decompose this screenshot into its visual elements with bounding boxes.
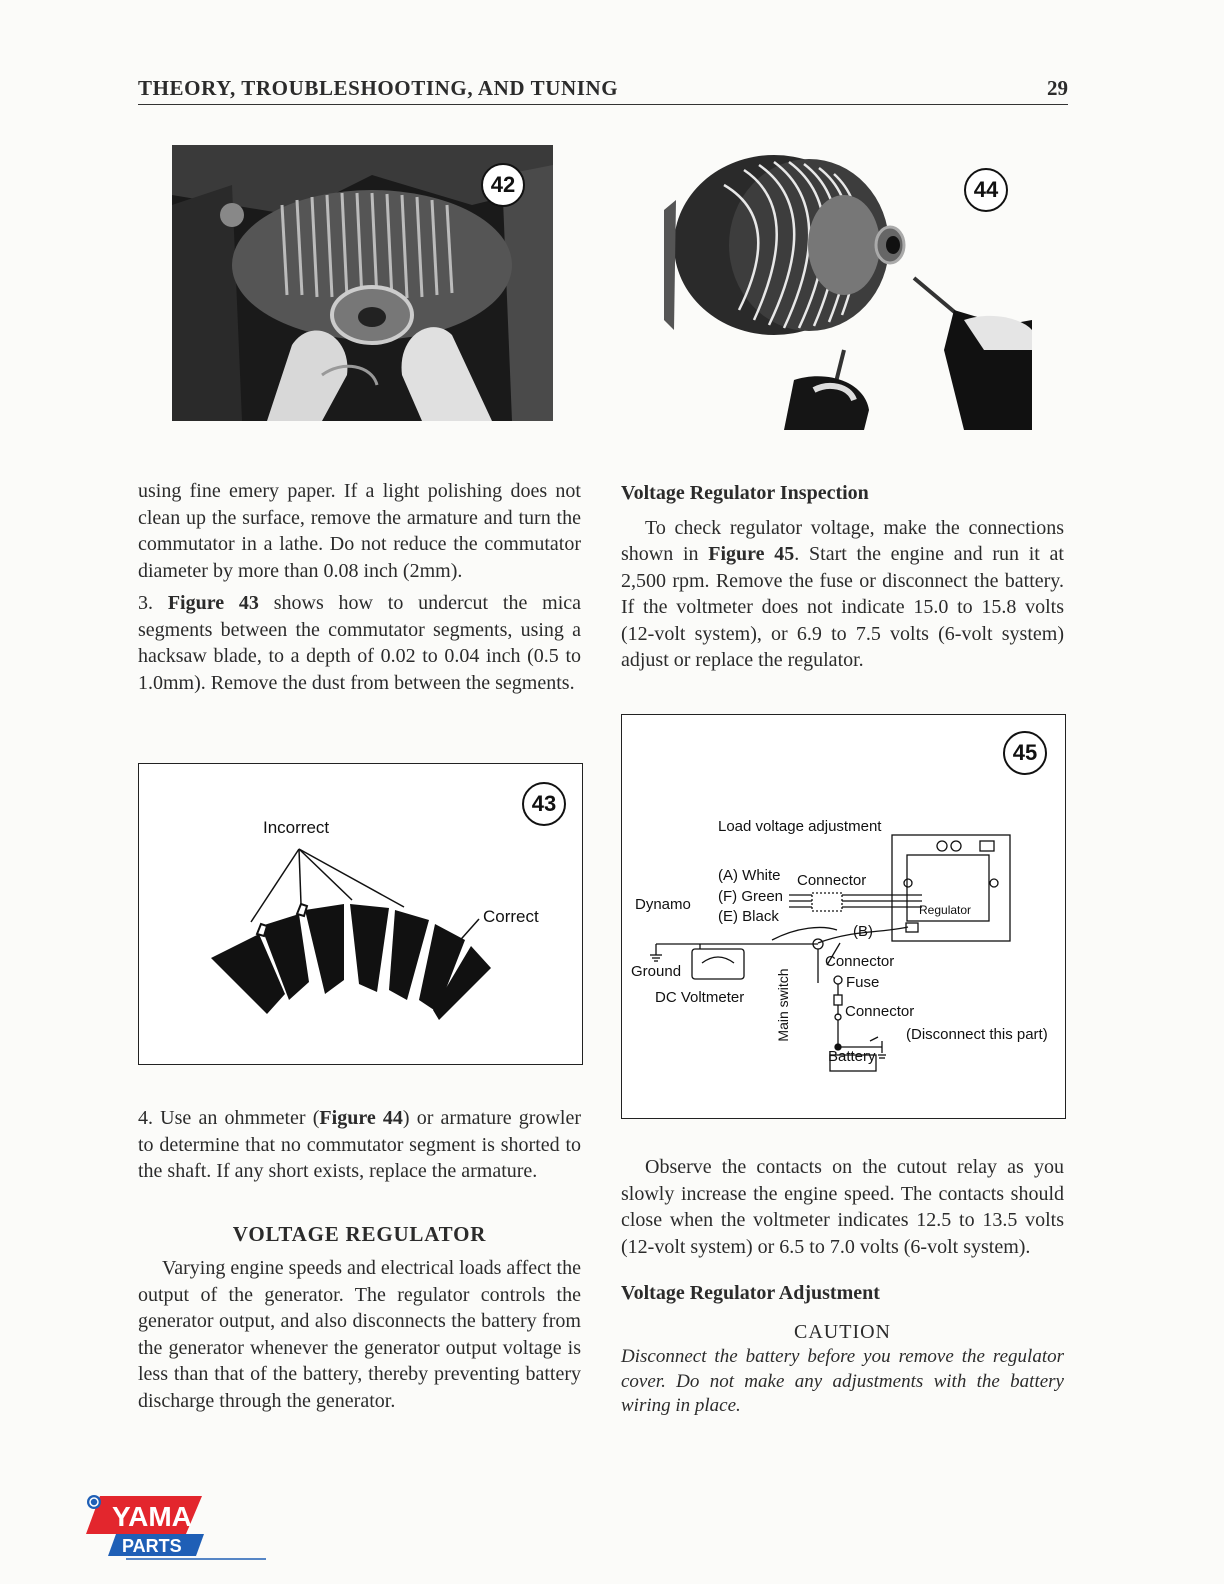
- logo-top-text: YAMA: [112, 1501, 192, 1532]
- figure-44-number: 44: [964, 168, 1008, 212]
- figure-43-number: 43: [522, 782, 566, 826]
- page-header: [138, 72, 1068, 105]
- paragraph-step-4: [138, 1105, 581, 1185]
- label-green-wire: (F) Green: [718, 888, 784, 905]
- label-disconnect: (Disconnect this part): [906, 1026, 1048, 1043]
- figure-44-photo: [664, 150, 1032, 430]
- label-black-wire: (E) Black: [718, 908, 779, 925]
- paragraph-step-3: [138, 590, 581, 696]
- label-incorrect: Incorrect: [263, 818, 330, 837]
- label-correct: Correct: [483, 907, 539, 926]
- heading-inspection: Voltage Regulator Inspection: [621, 482, 869, 504]
- label-b-terminal: (B): [853, 923, 873, 940]
- figure-45-box: [621, 714, 1066, 1119]
- label-ground: Ground: [631, 963, 682, 980]
- left-column-top: [138, 478, 581, 696]
- label-connector-low: Connector: [845, 1003, 915, 1020]
- left-column-bottom: [138, 1105, 581, 1414]
- label-connector-mid: Connector: [825, 953, 895, 970]
- paragraph-inspection: [621, 515, 1064, 674]
- figure-43-ref: Figure 43: [167, 592, 259, 614]
- logo-graphic: [86, 1494, 271, 1560]
- label-battery: Battery: [828, 1048, 876, 1065]
- paragraph-emery: using fine emery paper. If a light polishing does not clean up the surface, remove the armature and turn the commutator in a lathe. Do not reduce the commutator diameter by more than 0.08 inch (2mm).: [138, 480, 581, 582]
- figure-42-photo: [172, 145, 553, 421]
- label-regulator: Regulator: [919, 903, 972, 917]
- label-connector-top: Connector: [797, 872, 867, 889]
- yamaparts-logo: [86, 1494, 271, 1560]
- step-3-text: shows how to undercut the mica segments between the commutator segments, using a hacksaw blade, to a depth of 0.02 to 0.04 inch (0.5 to 1.0mm). Remove the dust from between the segments.: [138, 592, 582, 694]
- label-main-switch: Main switch: [775, 968, 791, 1042]
- logo-bottom-text: PARTS: [122, 1536, 182, 1556]
- page-number: 29: [1047, 76, 1068, 100]
- caution-heading: CAUTION: [794, 1320, 891, 1343]
- caution-text: Disconnect the battery before you remove the regulator cover. Do not make any adjustments with the battery wiring in place.: [621, 1346, 1064, 1416]
- paragraph-regulator-intro: Varying engine speeds and electrical loads affect the output of the generator. The regulator controls the generator output, and also disconnects the battery from the generator whenever the generator output voltage is less than that of the battery, thereby preventing battery discharge through the generator.: [138, 1257, 581, 1412]
- label-white-wire: (A) White: [718, 867, 781, 884]
- figure-44-ref: Figure 44: [319, 1107, 403, 1129]
- label-load-voltage: Load voltage adjustment: [718, 818, 882, 835]
- right-column-bottom: [621, 1154, 1064, 1419]
- commutator-segments-diagram: [139, 764, 582, 1064]
- label-fuse: Fuse: [846, 974, 880, 991]
- figure-45-ref: Figure 45: [708, 543, 795, 565]
- running-head: THEORY, TROUBLESHOOTING, AND TUNING: [138, 76, 619, 100]
- step-4-text: ) or armature growler to determine that no commutator segment is shorted to the shaft. If any short exists, replace the armature.: [138, 1107, 581, 1182]
- heading-adjustment: Voltage Regulator Adjustment: [621, 1282, 880, 1304]
- label-dynamo: Dynamo: [635, 896, 691, 913]
- figure-45-number: 45: [1003, 731, 1047, 775]
- step-4-pre: Use an ohmmeter (: [160, 1107, 320, 1129]
- right-column-top: [621, 480, 1064, 674]
- step-4-number: 4.: [138, 1107, 153, 1129]
- label-dc-voltmeter: DC Voltmeter: [655, 989, 745, 1006]
- inspection-pre: To check regulator voltage, make the connections shown in: [621, 516, 1064, 565]
- figure-43-box: [138, 763, 583, 1065]
- step-3-number: 3.: [138, 592, 153, 614]
- inspection-text: . Start the engine and run it at 2,500 rpm. Remove the fuse or disconnect the battery. If the voltmeter does not indicate 15.0 to 15.8 volts (12-volt system), or 6.9 to 7.5 volts (6-volt system) adjust or replace the regulator.: [621, 543, 1064, 671]
- paragraph-cutout-relay: Observe the contacts on the cutout relay as you slowly increase the engine speed. The contacts should close when the voltmeter indicates 12.5 to 13.5 volts (12-volt system) or 6.5 to 7.0 volts (6-volt system).: [621, 1156, 1064, 1258]
- figure-42-number: 42: [481, 163, 525, 207]
- section-heading-voltage-regulator: VOLTAGE REGULATOR: [232, 1221, 487, 1246]
